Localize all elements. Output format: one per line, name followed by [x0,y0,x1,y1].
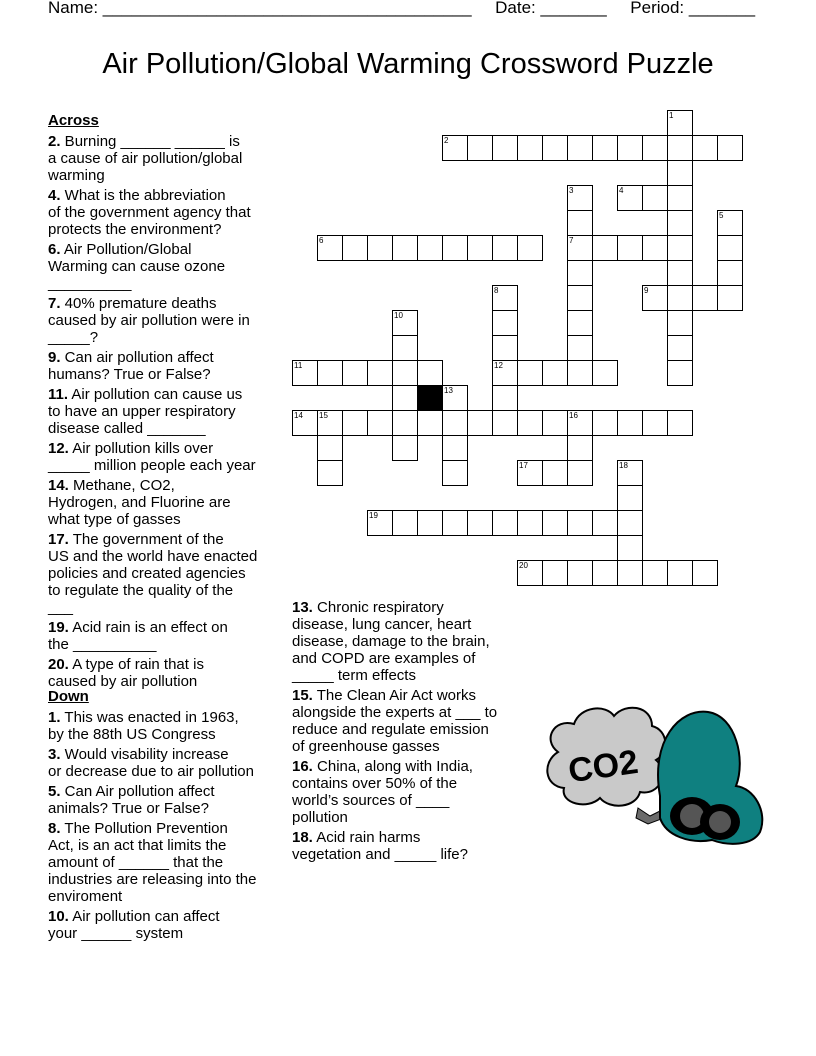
grid-cell[interactable] [418,511,443,536]
grid-cell[interactable] [593,236,618,261]
grid-cell[interactable] [568,461,593,486]
grid-cell[interactable] [368,361,393,386]
grid-cell[interactable] [393,436,418,461]
clue [292,687,524,755]
grid-number: 20 [519,561,528,570]
grid-cell[interactable] [593,561,618,586]
clue-text: Burning ______ ______ is a cause of air pollution/global warming [48,133,243,184]
grid-cell[interactable] [643,411,668,436]
clue-text: Would visability increase or decrease due to air pollution [48,746,254,780]
down-heading: Down [48,688,89,705]
grid-cell[interactable] [393,361,418,386]
grid-number: 6 [319,236,324,245]
clue-number: 16. [292,758,313,775]
grid-cell[interactable] [618,511,643,536]
grid-cell[interactable] [568,336,593,361]
clue-number: 1. [48,709,61,726]
page-title: Air Pollution/Global Warming Crossword Puzzle [102,48,714,80]
clue-text: Air pollution kills over _____ million people each year [48,440,256,474]
grid-cell[interactable] [518,511,543,536]
clue-number: 12. [48,440,69,457]
grid-cell[interactable] [393,411,418,436]
grid-cell[interactable] [393,236,418,261]
clue-text: Air Pollution/Global Warming can cause ozone __________ [48,241,226,292]
grid-cell[interactable] [418,236,443,261]
clue-number: 9. [48,349,61,366]
clue-text: Can Air pollution affect animals? True or False? [48,783,215,817]
grid-cell[interactable] [668,561,693,586]
grid-cell[interactable] [643,561,668,586]
grid-cell[interactable] [618,411,643,436]
clue-text: Air pollution can affect your ______ system [48,908,220,942]
grid-cell[interactable] [493,236,518,261]
grid-cell[interactable] [343,236,368,261]
grid-number: 8 [494,286,499,295]
clue-text: This was enacted in 1963, by the 88th US Congress [48,709,239,743]
grid-cell[interactable] [618,486,643,511]
grid-number: 16 [569,411,578,420]
grid-cell[interactable] [493,386,518,411]
clue [48,783,284,817]
grid-cell[interactable] [668,236,693,261]
grid-cell[interactable] [543,511,568,536]
grid-cell[interactable] [343,411,368,436]
grid-cell[interactable] [693,561,718,586]
clue-text: The Clean Air Act works alongside the experts at ___ to reduce and regulate emission of greenhouse gasses [292,687,498,755]
clue-text: China, along with India, contains over 50% of the world’s sources of ____ pollution [292,758,473,826]
clue [292,829,524,863]
grid-cell[interactable] [668,286,693,311]
grid-number: 18 [619,461,628,470]
clue-number: 4. [48,187,61,204]
grid-cell[interactable] [668,161,693,186]
grid-number: 9 [644,286,649,295]
grid-cell[interactable] [543,411,568,436]
car-pollution-illustration [540,700,780,850]
clue-number: 19. [48,619,69,636]
grid-cell[interactable] [568,436,593,461]
clue-number: 8. [48,820,61,837]
grid-cell[interactable] [718,136,743,161]
clue-number: 10. [48,908,69,925]
grid-number: 1 [669,111,674,120]
grid-cell[interactable] [668,136,693,161]
grid-cell[interactable] [418,361,443,386]
grid-cell[interactable] [393,511,418,536]
clue [48,619,284,653]
grid-black-cell [418,386,443,411]
clue-text: The Pollution Prevention Act, is an act that limits the amount of ______ that the industries are releasing into the enviroment [48,820,257,905]
grid-cell[interactable] [368,411,393,436]
grid-cell[interactable] [343,361,368,386]
grid-number: 7 [569,236,574,245]
grid-cell[interactable] [668,311,693,336]
grid-cell[interactable] [543,136,568,161]
grid-cell[interactable] [618,236,643,261]
grid-cell[interactable] [668,186,693,211]
grid-cell[interactable] [718,261,743,286]
down-clues-right [292,599,524,866]
grid-cell[interactable] [718,236,743,261]
grid-cell[interactable] [418,411,443,436]
grid-number: 11 [294,361,303,370]
grid-number: 19 [369,511,378,520]
clue [292,758,524,826]
grid-cell[interactable] [668,361,693,386]
grid-cell[interactable] [568,311,593,336]
car-icon [658,712,762,844]
grid-cell[interactable] [493,511,518,536]
clue [48,820,284,905]
clue-text: The government of the US and the world have enacted policies and created agencies to regulate the quality of the ___ [48,531,258,616]
clue-text: Methane, CO2, Hydrogen, and Fluorine are what type of gasses [48,477,231,528]
grid-cell[interactable] [568,286,593,311]
grid-number: 2 [444,136,449,145]
grid-cell[interactable] [668,211,693,236]
grid-cell[interactable] [368,236,393,261]
grid-cell[interactable] [318,361,343,386]
grid-cell[interactable] [568,211,593,236]
clue [48,746,284,780]
grid-cell[interactable] [493,336,518,361]
grid-cell[interactable] [568,361,593,386]
grid-number: 3 [569,186,574,195]
grid-cell[interactable] [643,236,668,261]
clue-number: 17. [48,531,69,548]
grid-cell[interactable] [493,311,518,336]
clue [48,709,284,743]
clue-number: 7. [48,295,61,312]
grid-cell[interactable] [618,136,643,161]
grid-cell[interactable] [443,411,468,436]
grid-cell[interactable] [543,461,568,486]
grid-cell[interactable] [643,186,668,211]
clue-number: 3. [48,746,61,763]
grid-cell[interactable] [593,411,618,436]
grid-cell[interactable] [493,136,518,161]
clue [48,656,284,690]
grid-cell[interactable] [468,136,493,161]
clue-text: What is the abbreviation of the government agency that protects the environment? [48,187,251,238]
co2-label: CO2 [565,742,641,791]
grid-cell[interactable] [318,461,343,486]
grid-number: 15 [319,411,328,420]
grid-cell[interactable] [443,236,468,261]
clue-number: 18. [292,829,313,846]
clue [48,908,284,942]
grid-cell[interactable] [468,236,493,261]
clue-text: 40% premature deaths caused by air pollution were in _____? [48,295,250,346]
clue-number: 11. [48,386,69,403]
grid-cell[interactable] [568,136,593,161]
clue-number: 2. [48,133,61,150]
grid-cell[interactable] [493,411,518,436]
clue-text: Chronic respiratory disease, lung cancer, heart disease, damage to the brain, and COPD are examples of _____ term effects [292,599,490,684]
grid-cell[interactable] [518,361,543,386]
grid-cell[interactable] [668,336,693,361]
grid-cell[interactable] [468,511,493,536]
grid-number: 13 [444,386,453,395]
grid-cell[interactable] [618,561,643,586]
grid-number: 5 [719,211,724,220]
grid-cell[interactable] [568,261,593,286]
grid-number: 17 [519,461,528,470]
grid-cell[interactable] [393,386,418,411]
grid-cell[interactable] [518,411,543,436]
grid-number: 10 [394,311,403,320]
grid-cell[interactable] [468,411,493,436]
grid-cell[interactable] [618,536,643,561]
grid-cell[interactable] [443,436,468,461]
grid-cell[interactable] [543,361,568,386]
clue-text: Acid rain harms vegetation and _____ life? [292,829,468,863]
grid-cell[interactable] [518,136,543,161]
clue-number: 5. [48,783,61,800]
grid-number: 14 [294,411,303,420]
down-clue-list-right [292,599,524,863]
grid-cell[interactable] [593,136,618,161]
clue-text: A type of rain that is caused by air pollution [48,656,204,690]
clue-number: 15. [292,687,313,704]
across-heading: Across [48,112,99,129]
down-clue-list-left [48,709,284,942]
clue-text: Air pollution can cause us to have an upper respiratory disease called _______ [48,386,243,437]
grid-cell[interactable] [543,561,568,586]
clue-number: 20. [48,656,69,673]
grid-cell[interactable] [718,286,743,311]
clue-number: 6. [48,241,61,258]
clue-number: 13. [292,599,313,616]
grid-cell[interactable] [693,136,718,161]
grid-cell[interactable] [643,136,668,161]
grid-number: 4 [619,186,624,195]
student-info-line: Name: _______________________________________ Date: _______ Period: _______ [48,0,756,17]
grid-cell[interactable] [318,436,343,461]
grid-cell[interactable] [668,411,693,436]
grid-cell[interactable] [668,261,693,286]
grid-cell[interactable] [393,336,418,361]
grid-cell[interactable] [568,561,593,586]
grid-cell[interactable] [518,236,543,261]
smoke-cloud-icon [547,708,665,806]
clue-number: 14. [48,477,69,494]
clue-text: Acid rain is an effect on the __________ [48,619,228,653]
grid-cell[interactable] [568,511,593,536]
grid-cell[interactable] [593,511,618,536]
grid-number: 12 [494,361,503,370]
clue-text: Can air pollution affect humans? True or False? [48,349,214,383]
grid-cell[interactable] [443,511,468,536]
down-clues-left [48,688,284,945]
grid-cell[interactable] [693,286,718,311]
grid-cell[interactable] [593,361,618,386]
grid-cell[interactable] [443,461,468,486]
clue [292,599,524,684]
